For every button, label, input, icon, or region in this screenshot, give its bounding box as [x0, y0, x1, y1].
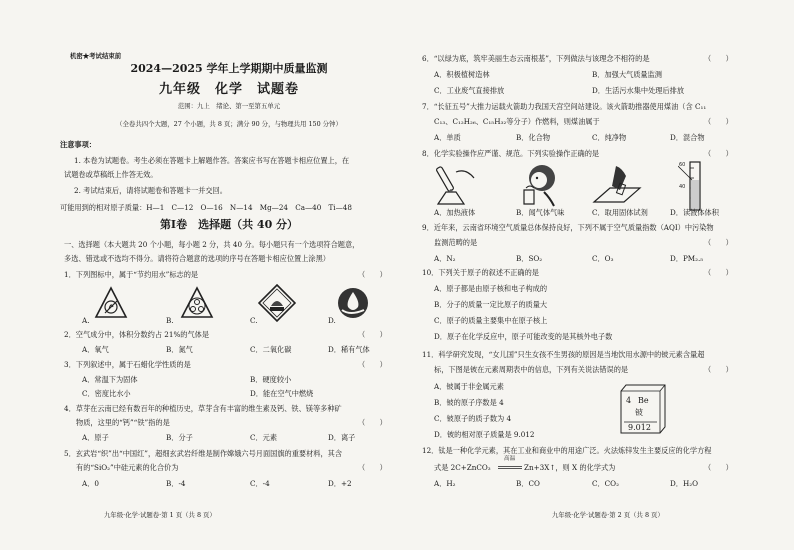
q7-option-a: A．单质 [434, 133, 461, 142]
q9-option-a: A．N₂ [434, 254, 456, 263]
q2-option-a: A．氧气 [82, 345, 109, 354]
q6-option-a: A．积极植树造林 [434, 70, 490, 79]
q11-option-c: C．铍原子的质子数为 4 [434, 414, 512, 423]
q1-option-d: D. [328, 316, 336, 325]
question-7b: C₁₃、C₁₂H₂₆、C₁₅H₃₂等分子）作燃料，则煤油属于 [434, 117, 600, 126]
q1-option-b: B. [166, 316, 174, 325]
q5-option-c: C．-4 [250, 479, 270, 488]
answer-paren-2: （ ） [358, 330, 387, 339]
question-10: 10．下列关于原子的叙述不正确的是 [422, 268, 539, 277]
question-8: 8．化学实验操作应严谨、规范。下列实验操作正确的是 [422, 149, 600, 158]
question-6: 6．“以绿为底，筑牢美丽生态云南根基”，下列做法与该理念不相符的是 [422, 54, 650, 63]
svg-text:40: 40 [679, 184, 686, 190]
reaction-arrow-line-2 [498, 468, 522, 469]
answer-paren-1: （ ） [358, 270, 387, 279]
answer-paren-9: （ ） [704, 238, 733, 247]
be-name: 铍 [635, 408, 643, 417]
question-9a: 9．近年来，云南省环境空气质量总体保持良好，下列不属于空气质量指数（AQI）中污染物 [422, 223, 714, 232]
q12-option-c: C．CO₂ [592, 479, 619, 488]
q8-option-d: D．读液体体积 [670, 208, 719, 217]
smelling-gas-icon [514, 160, 562, 208]
secret-label: 机密★考试结束前 [70, 52, 122, 60]
q12-option-d: D．H₂O [670, 479, 698, 488]
question-12a: 12．钛是一种化学元素，其在工业和商业中的用途广泛。火法炼锌发生主要反应的化学方程 [422, 446, 712, 455]
q4-option-c: C．元素 [250, 433, 278, 442]
question-11b: 标，下图是铍在元素周期表中的信息，下列有关说法错误的是 [434, 365, 629, 374]
q12-option-a: A．H₂ [434, 479, 456, 488]
heating-liquid-icon [434, 162, 482, 208]
question-12c: Zn+3X↑，则 X 的化学式为 [524, 463, 616, 472]
q3-option-d: D．能在空气中燃烧 [250, 389, 314, 398]
question-7a: 7．“长征五号”大推力运载火箭助力我国天宫空间站建设。该火箭助推器使用煤油（含 C₁₁ [422, 102, 707, 111]
notice-item-1b: 试题卷或草稿纸上作答无效。 [64, 170, 158, 179]
q10-option-c: C．原子的质量主要集中在原子核上 [434, 316, 548, 325]
part1-intro-1: 一、选择题（本大题共 20 个小题，每小题 2 分，共 40 分。每小题只有一个选项符合题意， [64, 240, 360, 249]
answer-paren-12: （ ） [704, 463, 733, 472]
footer-left: 九年级·化学·试题卷·第 1 页（共 8 页） [104, 511, 216, 519]
answer-paren-11: （ ） [704, 365, 733, 374]
q9-option-d: D．PM₂.₅ [670, 254, 704, 263]
reaction-condition: 高温 [504, 456, 516, 462]
no-fire-triangle-icon [94, 286, 128, 320]
q11-option-a: A．铍属于非金属元素 [434, 382, 504, 391]
answer-paren-3: （ ） [358, 360, 387, 369]
q4-option-a: A．原子 [82, 433, 109, 442]
q1-option-c: C. [250, 316, 258, 325]
q1-option-a: A. [82, 316, 90, 325]
q2-option-b: B．氮气 [166, 345, 193, 354]
q3-option-a: A．常温下为固体 [82, 375, 138, 384]
q5-option-d: D．+2 [328, 479, 352, 488]
water-drop-hand-icon [336, 286, 370, 320]
q10-option-d: D．原子在化学反应中，原子可能改变的是其核外电子数 [434, 332, 613, 341]
part1-intro-2: 多选、错选或不选均不得分。请将符合题意的选项的序号在答题卡相应位置上涂黑） [64, 254, 330, 263]
answer-paren-8: （ ） [704, 149, 733, 158]
q9-option-b: B．SO₂ [516, 254, 543, 263]
q8-option-a: A．加热液体 [434, 208, 476, 217]
q11-option-d: D．铍的相对原子质量是 9.012 [434, 430, 535, 439]
answer-paren-6: （ ） [704, 54, 733, 63]
q5-option-a: A．0 [82, 479, 99, 488]
answer-paren-4: （ ） [358, 418, 387, 427]
q2-option-d: D．稀有气体 [328, 345, 370, 354]
question-9b: 监测范畴的是 [434, 238, 478, 247]
q7-option-c: C．纯净物 [592, 133, 627, 142]
q11-option-b: B．铍的原子序数是 4 [434, 398, 504, 407]
q8-option-c: C．取用固体试剂 [592, 208, 648, 217]
question-5b: 有的“SiO₂”中硅元素的化合价为 [76, 463, 179, 472]
atomic-masses: 可能用到的相对原子质量：H—1 C—12 O—16 N—14 Mg—24 Ca—40 Ti—48 [60, 203, 352, 212]
exam-subtitle: 九年级 化学 试题卷 [158, 82, 299, 97]
q6-option-b: B．加强大气质量监测 [592, 70, 662, 79]
exam-title: 2024—2025 学年上学期期中质量监测 [130, 62, 328, 75]
question-1: 1．下列图标中，属于“节约用水”标志的是 [64, 270, 199, 279]
footer-right: 九年级·化学·试题卷·第 2 页（共 8 页） [552, 511, 664, 519]
svg-text:60: 60 [679, 162, 686, 168]
q7-option-b: B．化合物 [516, 133, 551, 142]
reaction-arrow-line-1 [498, 466, 522, 467]
q10-option-b: B．分子的质量一定比原子的质量大 [434, 300, 548, 309]
q5-option-b: B．-4 [166, 479, 186, 488]
part1-title: 第Ⅰ卷 选择题（共 40 分） [159, 218, 299, 231]
question-4a: 4．草芽在云南已经有数百年的种植历史，草芽含有丰富的维生素及钙、铁、镁等多种矿 [64, 404, 342, 413]
answer-paren-7: （ ） [704, 117, 733, 126]
notice-item-1a: 1. 本卷为试题卷。考生必须在答题卡上解题作答。答案应书写在答题卡相应位置上，在 [74, 156, 350, 165]
solid-reagent-icon [592, 162, 642, 208]
question-3: 3．下列叙述中，属于石蜡化学性质的是 [64, 360, 191, 369]
answer-paren-10: （ ） [704, 268, 733, 277]
q3-option-c: C．密度比水小 [82, 389, 131, 398]
q9-option-c: C．O₃ [592, 254, 614, 263]
q7-option-d: D．混合物 [670, 133, 705, 142]
exam-scope: 范围：九上 绪论、第一至第五单元 [177, 102, 281, 110]
measuring-cylinder-icon [678, 158, 708, 214]
notice-item-2: 2. 考试结束后，请将试题卷和答题卡一并交回。 [74, 186, 227, 195]
be-atomic-mass: 9.012 [628, 423, 651, 432]
answer-paren-5: （ ） [358, 463, 387, 472]
question-2: 2．空气成分中，体积分数约占 21%的气体是 [64, 330, 210, 339]
right-page [412, 0, 742, 550]
be-symbol: Be [638, 396, 649, 405]
hazard-diamond-icon [258, 284, 296, 322]
exam-note: （全卷共四个大题，27 个小题，共 8 页；满分 90 分，与物理共用 150 分钟） [116, 120, 342, 128]
q2-option-c: C．二氧化碳 [250, 345, 292, 354]
q4-option-d: D．离子 [328, 433, 356, 442]
question-12b: 式是 2C+ZnCO₃ [434, 463, 491, 472]
q3-option-b: B．硬度较小 [250, 375, 292, 384]
q6-option-c: C．工业废气直接排放 [434, 86, 505, 95]
left-page [60, 0, 398, 550]
q10-option-a: A．原子都是由原子核和电子构成的 [434, 284, 548, 293]
q4-option-b: B．分子 [166, 433, 193, 442]
question-4b: 物质，这里的“钙”“铁”指的是 [76, 418, 170, 427]
question-5a: 5．玄武岩“织”出“中国红”，超细玄武岩纤维是制作嫦娥六号月面国旗的重要材料，其含 [64, 449, 343, 458]
be-atomic-number: 4 [626, 396, 632, 405]
q6-option-d: D．生活污水集中处理后排放 [592, 86, 685, 95]
question-11a: 11．科学研究发现，“女儿国”只生女孩不生男孩的原因是当地饮用水源中的铍元素含量超 [422, 350, 705, 359]
q12-option-b: B．CO [516, 479, 540, 488]
recycle-triangle-icon [180, 286, 214, 320]
q8-option-b: B．闻气体气味 [516, 208, 565, 217]
notice-title: 注意事项： [60, 140, 96, 149]
